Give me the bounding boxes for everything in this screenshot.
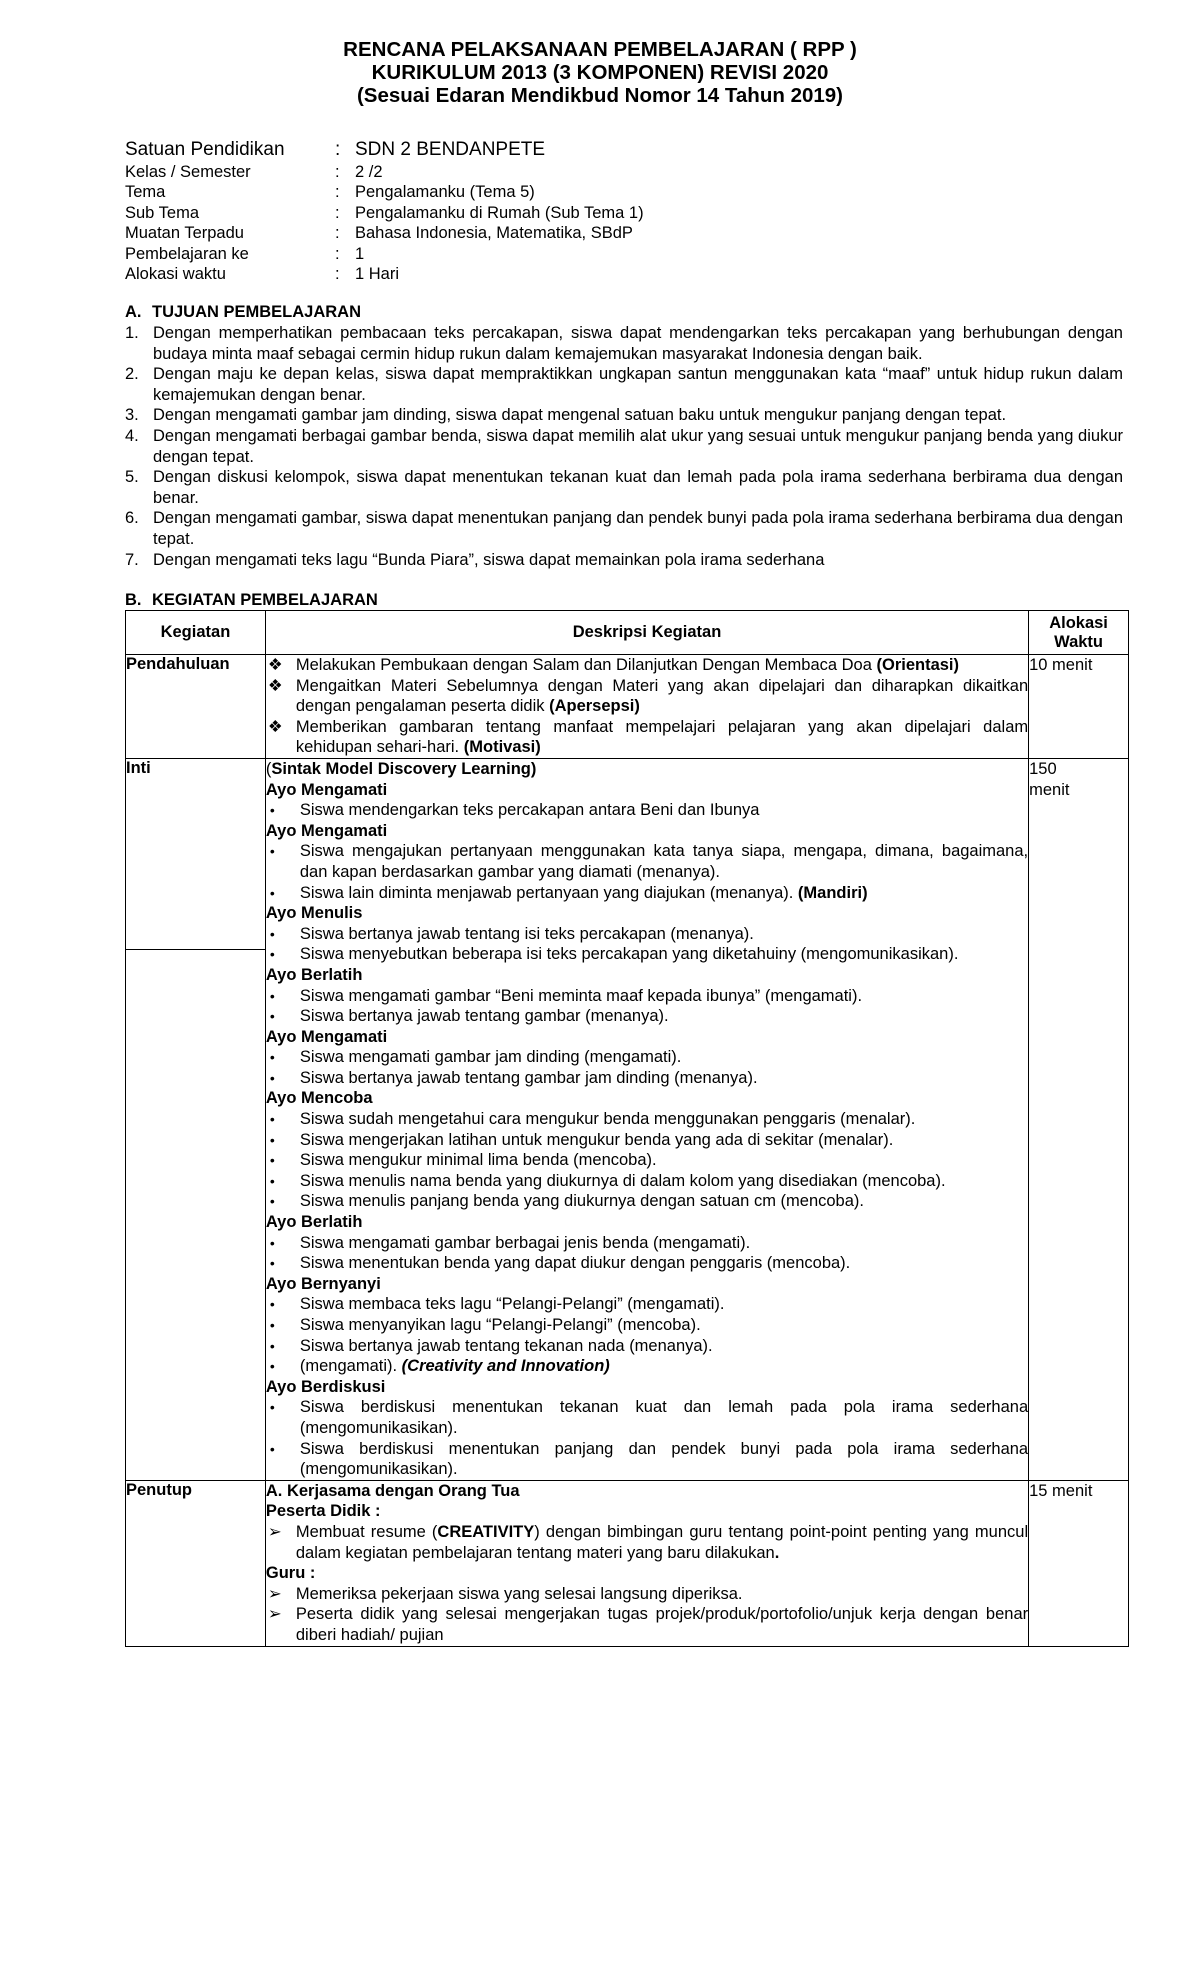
identity-value: Pengalamanku di Rumah (Sub Tema 1) bbox=[355, 203, 644, 222]
item-number: 1. bbox=[125, 324, 139, 342]
activity-heading: Ayo Menulis bbox=[265, 904, 363, 923]
section-title: TUJUAN PEMBELAJARAN bbox=[152, 303, 362, 321]
item-number: 7. bbox=[125, 550, 139, 569]
bullet-icon: • bbox=[269, 1152, 275, 1169]
activities-table bbox=[125, 610, 1129, 1647]
item-text: Siswa bertanya jawab tentang gambar (menanya). bbox=[299, 1007, 669, 1026]
identity-label: Satuan Pendidikan bbox=[125, 139, 285, 160]
identity-value: Bahasa Indonesia, Matematika, SBdP bbox=[355, 224, 633, 243]
item-text: Peserta didik yang selesai mengerjakan tugas projek/produk/portofolio/unjuk kerja dengan benar diberi hadiah/ pujian bbox=[295, 1605, 1029, 1644]
item-text: Siswa menulis nama benda yang diukurnya di dalam kolom yang disediakan (mencoba). bbox=[299, 1171, 946, 1190]
bullet-icon: • bbox=[269, 1172, 275, 1189]
intro-paren: ( bbox=[265, 759, 272, 778]
item-text: Siswa mengamati gambar berbagai jenis benda (mengamati). bbox=[299, 1233, 751, 1252]
intro-text: Sintak Model Discovery Learning) bbox=[271, 759, 537, 778]
list-item bbox=[266, 1233, 1028, 1254]
list-item bbox=[266, 1604, 1028, 1645]
activity-heading: Ayo Mengamati bbox=[265, 1027, 388, 1046]
activity-heading: Ayo Berdiskusi bbox=[265, 1377, 386, 1396]
item-text: (mengamati). bbox=[299, 1357, 398, 1376]
identity-value: 2 /2 bbox=[355, 163, 383, 181]
item-text: Dengan mengamati teks lagu “Bunda Piara”, siswa dapat memainkan pola irama sederhana bbox=[153, 550, 825, 569]
arrow-bullet-icon: ➢ bbox=[267, 1605, 282, 1624]
item-text: Siswa mengukur minimal lima benda (mencoba). bbox=[299, 1151, 657, 1170]
item-text: Mengaitkan Materi Sebelumnya dengan Materi yang akan dipelajari dan diharapkan dikaitkan dengan pengalaman peserta didik bbox=[295, 676, 1029, 716]
section-title: KEGIATAN PEMBELAJARAN bbox=[152, 591, 378, 609]
item-end: . bbox=[774, 1543, 780, 1562]
bullet-icon: • bbox=[269, 1296, 275, 1313]
identity-colon: : bbox=[335, 244, 340, 263]
bullet-icon: • bbox=[269, 1193, 275, 1210]
list-item bbox=[266, 1006, 1028, 1027]
row-time: 15 menit bbox=[1029, 1480, 1129, 1646]
item-text: Siswa mendengarkan teks percakapan antara Beni dan Ibunya bbox=[299, 801, 760, 820]
list-item bbox=[266, 1171, 1028, 1192]
item-tag: (Mandiri) bbox=[797, 883, 868, 902]
inti-intro bbox=[266, 759, 1028, 780]
row-label: Penutup bbox=[126, 1480, 266, 1646]
row-description bbox=[265, 758, 1028, 1480]
item-text: Dengan maju ke depan kelas, siswa dapat mempraktikkan ungkapan santun menggunakan kata “maaf” untuk hidup rukun dalam kemajemukan dengan benar. bbox=[153, 365, 1123, 404]
bullet-icon: • bbox=[269, 1008, 275, 1025]
item-text: Memberikan gambaran tentang manfaat mempelajari pelajaran yang akan dipelajari dalam kehidupan sehari-hari. bbox=[295, 717, 1029, 757]
item-number: 6. bbox=[125, 509, 139, 528]
identity-row bbox=[125, 223, 644, 243]
diamond-bullet-icon: ❖ bbox=[267, 676, 283, 695]
identity-row bbox=[125, 264, 644, 284]
item-tag: CREATIVITY bbox=[437, 1522, 535, 1541]
bullet-icon: • bbox=[269, 1234, 275, 1251]
list-item bbox=[266, 944, 1028, 965]
identity-value: Pengalamanku (Tema 5) bbox=[355, 183, 535, 202]
bullet-icon: • bbox=[269, 1358, 275, 1375]
section-letter: A. bbox=[125, 303, 142, 321]
item-text: Siswa membaca teks lagu “Pelangi-Pelangi” (mengamati). bbox=[299, 1295, 725, 1314]
row-time-line2: menit bbox=[1029, 780, 1070, 799]
item-text: Dengan memperhatikan pembacaan teks percakapan, siswa dapat mendengarkan teks percakapan yang berhubungan dengan budaya minta maaf sebagai cermin hidup rukun dalam kemajemukan masyarakat Indonesia dengan baik. bbox=[153, 324, 1123, 363]
activity-heading: Ayo Mengamati bbox=[265, 821, 388, 840]
identity-colon: : bbox=[335, 265, 340, 284]
activity-heading: A. Kerjasama dengan Orang Tua bbox=[265, 1481, 520, 1500]
identity-label: Sub Tema bbox=[125, 203, 199, 222]
list-item bbox=[266, 1315, 1028, 1336]
bullet-icon: • bbox=[269, 987, 275, 1004]
bullet-icon: • bbox=[269, 1337, 275, 1354]
list-item bbox=[266, 1439, 1028, 1480]
bullet-icon: • bbox=[269, 802, 275, 819]
identity-colon: : bbox=[335, 203, 340, 222]
list-item bbox=[266, 1130, 1028, 1151]
item-text: Siswa mengerjakan latihan untuk mengukur benda yang ada di sekitar (menalar). bbox=[299, 1130, 894, 1149]
table-row bbox=[126, 758, 1129, 1480]
section-b-heading bbox=[125, 590, 378, 610]
item-tag: (Apersepsi) bbox=[549, 697, 640, 716]
bullet-icon: • bbox=[269, 843, 275, 860]
inti-label-wrap bbox=[126, 759, 265, 778]
item-text: Siswa lain diminta menjawab pertanyaan yang diajukan (menanya). bbox=[299, 883, 794, 902]
diamond-bullet-icon: ❖ bbox=[267, 717, 283, 736]
item-text: Dengan mengamati gambar, siswa dapat menentukan panjang dan pendek bunyi pada pola irama sederhana berbirama dua dengan tepat. bbox=[153, 509, 1123, 548]
list-item bbox=[266, 1253, 1028, 1274]
row-label: Pendahuluan bbox=[126, 655, 266, 759]
sub-heading: Guru : bbox=[265, 1564, 316, 1583]
item-text: Dengan diskusi kelompok, siswa dapat menentukan tekanan kuat dan lemah pada pola irama sederhana berbirama dua dengan benar. bbox=[153, 468, 1123, 507]
identity-value: 1 bbox=[355, 244, 365, 263]
title-line-2: KURIKULUM 2013 (3 KOMPONEN) REVISI 2020 bbox=[371, 61, 829, 84]
title-line-3: (Sesuai Edaran Mendikbud Nomor 14 Tahun 2019) bbox=[356, 84, 844, 107]
row-label-cell bbox=[126, 758, 266, 1480]
objectives-list bbox=[125, 323, 1123, 570]
identity-label: Kelas / Semester bbox=[125, 163, 251, 181]
item-text: Siswa mengamati gambar “Beni meminta maaf kepada ibunya” (mengamati). bbox=[299, 986, 863, 1005]
list-item bbox=[266, 1397, 1028, 1438]
bullet-icon: • bbox=[269, 1131, 275, 1148]
arrow-bullet-icon: ➢ bbox=[267, 1522, 282, 1541]
section-letter: B. bbox=[125, 591, 142, 609]
list-item bbox=[266, 800, 1028, 821]
bullet-icon: • bbox=[269, 1255, 275, 1272]
diamond-bullet-icon: ❖ bbox=[267, 656, 283, 674]
table-header-row bbox=[126, 611, 1129, 655]
activity-heading: Ayo Berlatih bbox=[265, 965, 363, 984]
item-text: Siswa berdiskusi menentukan panjang dan pendek bunyi pada pola irama sederhana (mengomunikasikan). bbox=[299, 1439, 1029, 1479]
item-text: Siswa mengamati gambar jam dinding (mengamati). bbox=[299, 1048, 682, 1067]
bullet-icon: • bbox=[269, 1317, 275, 1333]
item-text: Siswa mengajukan pertanyaan menggunakan kata tanya siapa, mengapa, dimana, bagaimana, dan kapan berdasarkan gambar yang diamati (menanya). bbox=[299, 842, 1029, 881]
header-kegiatan: Kegiatan bbox=[126, 611, 266, 655]
item-text: Dengan mengamati berbagai gambar benda, siswa dapat memilih alat ukur yang sesuai untuk mengukur panjang benda yang diukur dengan tepat. bbox=[153, 426, 1123, 466]
identity-colon: : bbox=[335, 163, 340, 181]
cell-divider bbox=[125, 949, 266, 950]
item-text: Siswa sudah mengetahui cara mengukur benda menggunakan penggaris (menalar). bbox=[299, 1110, 916, 1129]
list-item bbox=[266, 1047, 1028, 1068]
activity-heading: Ayo Mencoba bbox=[265, 1089, 373, 1108]
list-item bbox=[125, 467, 1123, 508]
document-title bbox=[0, 38, 1200, 107]
item-number: 5. bbox=[125, 468, 139, 487]
list-item bbox=[266, 841, 1028, 882]
row-description bbox=[265, 1480, 1028, 1646]
bullet-icon: • bbox=[269, 1069, 275, 1086]
item-text: Siswa bertanya jawab tentang isi teks percakapan (menanya). bbox=[299, 924, 754, 943]
list-item bbox=[266, 717, 1028, 758]
row-time: 10 menit bbox=[1029, 655, 1129, 759]
table-row bbox=[126, 1480, 1129, 1646]
header-alokasi bbox=[1029, 611, 1129, 655]
item-text: Siswa berdiskusi menentukan tekanan kuat dan lemah pada pola irama sederhana (mengomunikasikan). bbox=[299, 1398, 1029, 1437]
list-item bbox=[266, 1522, 1028, 1563]
bullet-icon: • bbox=[269, 925, 275, 942]
identity-row bbox=[125, 138, 644, 162]
item-text: Siswa menentukan benda yang dapat diukur dengan penggaris (mencoba). bbox=[299, 1254, 851, 1273]
item-text: Dengan mengamati gambar jam dinding, siswa dapat mengenal satuan baku untuk mengukur panjang dengan tepat. bbox=[153, 406, 1007, 425]
item-text: Melakukan Pembukaan dengan Salam dan Dilanjutkan Dengan Membaca Doa bbox=[295, 656, 872, 674]
identity-label: Tema bbox=[125, 183, 166, 202]
item-tag: (Motivasi) bbox=[463, 738, 541, 757]
title-line-1: RENCANA PELAKSANAAN PEMBELAJARAN ( RPP ) bbox=[343, 38, 857, 61]
bullet-icon: • bbox=[269, 1111, 275, 1128]
list-item bbox=[125, 508, 1123, 549]
row-time bbox=[1029, 758, 1129, 1480]
list-item bbox=[266, 1336, 1028, 1357]
bullet-icon: • bbox=[269, 1049, 275, 1066]
identity-row bbox=[125, 244, 644, 264]
identity-colon: : bbox=[335, 139, 341, 160]
row-description bbox=[265, 655, 1028, 759]
list-item bbox=[266, 655, 1028, 676]
item-text: Memeriksa pekerjaan siswa yang selesai langsung diperiksa. bbox=[295, 1584, 743, 1603]
item-text: Siswa menyebutkan beberapa isi teks percakapan yang diketahuiny (mengomunikasikan). bbox=[299, 945, 959, 964]
item-tag: (Creativity and Innovation) bbox=[401, 1357, 610, 1376]
item-number: 3. bbox=[125, 406, 139, 425]
item-text: Siswa menulis panjang benda yang diukurnya dengan satuan cm (mencoba). bbox=[299, 1192, 864, 1211]
identity-label: Pembelajaran ke bbox=[125, 244, 249, 263]
header-deskripsi: Deskripsi Kegiatan bbox=[265, 611, 1028, 655]
identity-row bbox=[125, 182, 644, 202]
item-number: 2. bbox=[125, 365, 139, 384]
list-item bbox=[125, 426, 1123, 467]
item-text: Siswa bertanya jawab tentang gambar jam dinding (menanya). bbox=[299, 1068, 758, 1087]
bullet-icon: • bbox=[269, 946, 275, 963]
activity-heading: Ayo Berlatih bbox=[265, 1213, 363, 1232]
list-item bbox=[266, 1150, 1028, 1171]
item-text: ) dengan bimbingan guru tentang point-point penting yang muncul dalam kegiatan pembelajaran tentang materi yang baru dilakukan bbox=[295, 1522, 1029, 1562]
list-item bbox=[266, 1584, 1028, 1605]
identity-colon: : bbox=[335, 224, 340, 243]
item-tag: (Orientasi) bbox=[876, 656, 960, 674]
bullet-icon: • bbox=[269, 884, 275, 901]
list-item bbox=[266, 1356, 1028, 1377]
arrow-bullet-icon: ➢ bbox=[267, 1584, 282, 1603]
list-item bbox=[266, 676, 1028, 717]
activity-heading: Ayo Bernyanyi bbox=[265, 1274, 381, 1293]
section-a-heading bbox=[125, 302, 361, 322]
item-text: Siswa bertanya jawab tentang tekanan nada (menanya). bbox=[299, 1336, 713, 1355]
identity-row bbox=[125, 203, 644, 223]
item-text: Siswa menyanyikan lagu “Pelangi-Pelangi” (mencoba). bbox=[299, 1316, 701, 1334]
table-row bbox=[126, 655, 1129, 759]
list-item bbox=[125, 550, 1123, 571]
identity-label: Muatan Terpadu bbox=[125, 224, 244, 243]
list-item bbox=[266, 924, 1028, 945]
list-item bbox=[266, 1294, 1028, 1315]
identity-row bbox=[125, 162, 644, 182]
identity-label: Alokasi waktu bbox=[125, 265, 226, 284]
list-item bbox=[125, 405, 1123, 426]
list-item bbox=[266, 986, 1028, 1007]
header-alokasi-line2: Waktu bbox=[1054, 632, 1103, 651]
identity-value: 1 Hari bbox=[355, 265, 400, 284]
row-label: Inti bbox=[126, 758, 151, 777]
list-item bbox=[266, 1109, 1028, 1130]
activity-heading: Ayo Mengamati bbox=[265, 780, 388, 799]
identity-block bbox=[125, 138, 644, 284]
list-item bbox=[266, 1191, 1028, 1212]
bullet-icon: • bbox=[269, 1440, 275, 1457]
list-item bbox=[266, 1068, 1028, 1089]
identity-colon: : bbox=[335, 183, 340, 202]
item-text: Membuat resume ( bbox=[295, 1522, 438, 1541]
sub-heading: Peserta Didik : bbox=[265, 1502, 381, 1521]
item-number: 4. bbox=[125, 426, 139, 445]
list-item bbox=[125, 364, 1123, 405]
identity-value: SDN 2 BENDANPETE bbox=[355, 139, 546, 160]
header-alokasi-line1: Alokasi bbox=[1049, 613, 1108, 632]
bullet-icon: • bbox=[269, 1399, 275, 1416]
list-item bbox=[125, 323, 1123, 364]
list-item bbox=[266, 883, 1028, 904]
row-time-line1: 150 bbox=[1029, 759, 1057, 778]
